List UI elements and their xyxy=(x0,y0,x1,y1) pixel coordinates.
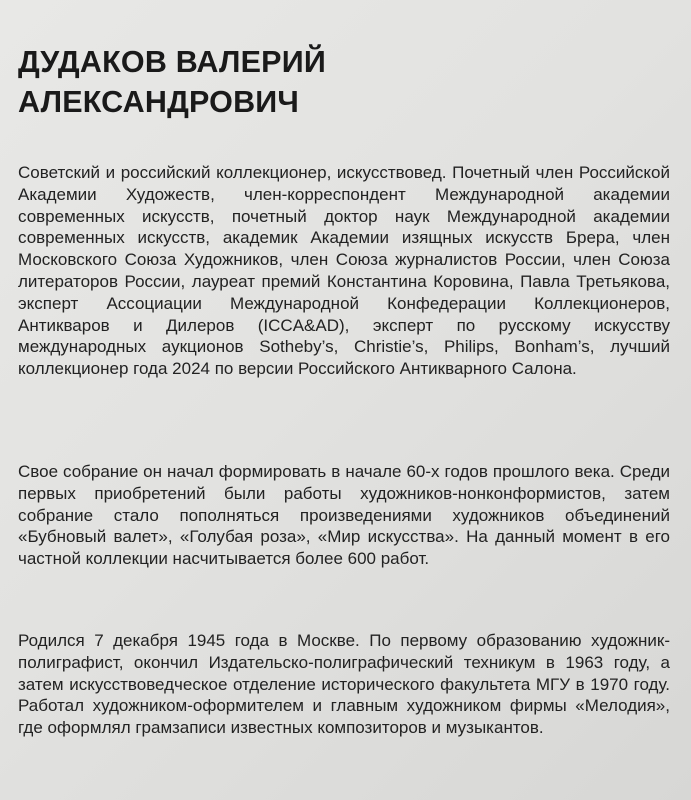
page-title xyxy=(18,42,670,122)
early-life-paragraph: Родился 7 декабря 1945 года в Москве. По первому образованию художник-полиграфист, окончил Издательско-полиграфический техникум в 1963 году, а затем искусствоведческое отделение исторического факультета МГУ в 1970 году. Работал художником-оформителем и главным художником фирмы «Мелодия», где оформлял грамзаписи известных композиторов и музыкантов. xyxy=(18,631,670,738)
biography-paragraph: Советский и российский коллекционер, искусствовед. Почетный член Российской Академии Художеств, член-корреспондент Международной академии современных искусств, почетный доктор наук Международной академии современных искусств, академик Академии изящных искусств Брера, член Московского Союза Художников, член Союза журналистов России, член Союза литераторов России, лауреат премий Константина Коровина, Павла Третьякова, эксперт Ассоциации Международной Конфедерации Коллекционеров, Антикваров и Дилеров (ICCA&AD), эксперт по русскому искусству международных аукционов Sotheby’s, Christie’s, Philips, Bonham’s, лучший коллекционер года 2024 по версии Российского Антикварного Салона. xyxy=(18,163,670,379)
title-line-2: АЛЕКСАНДРОВИЧ xyxy=(18,85,300,119)
title-line-1: ДУДАКОВ ВАЛЕРИЙ xyxy=(18,45,326,79)
collection-paragraph: Свое собрание он начал формировать в начале 60-х годов прошлого века. Среди первых приобретений были работы художников-нонконформистов, затем собрание стало пополняться произведениями художников объединений «Бубновый валет», «Голубая роза», «Мир искусства». На данный момент в его частной коллекции насчитывается более 600 работ. xyxy=(18,462,670,569)
info-panel xyxy=(18,42,670,738)
